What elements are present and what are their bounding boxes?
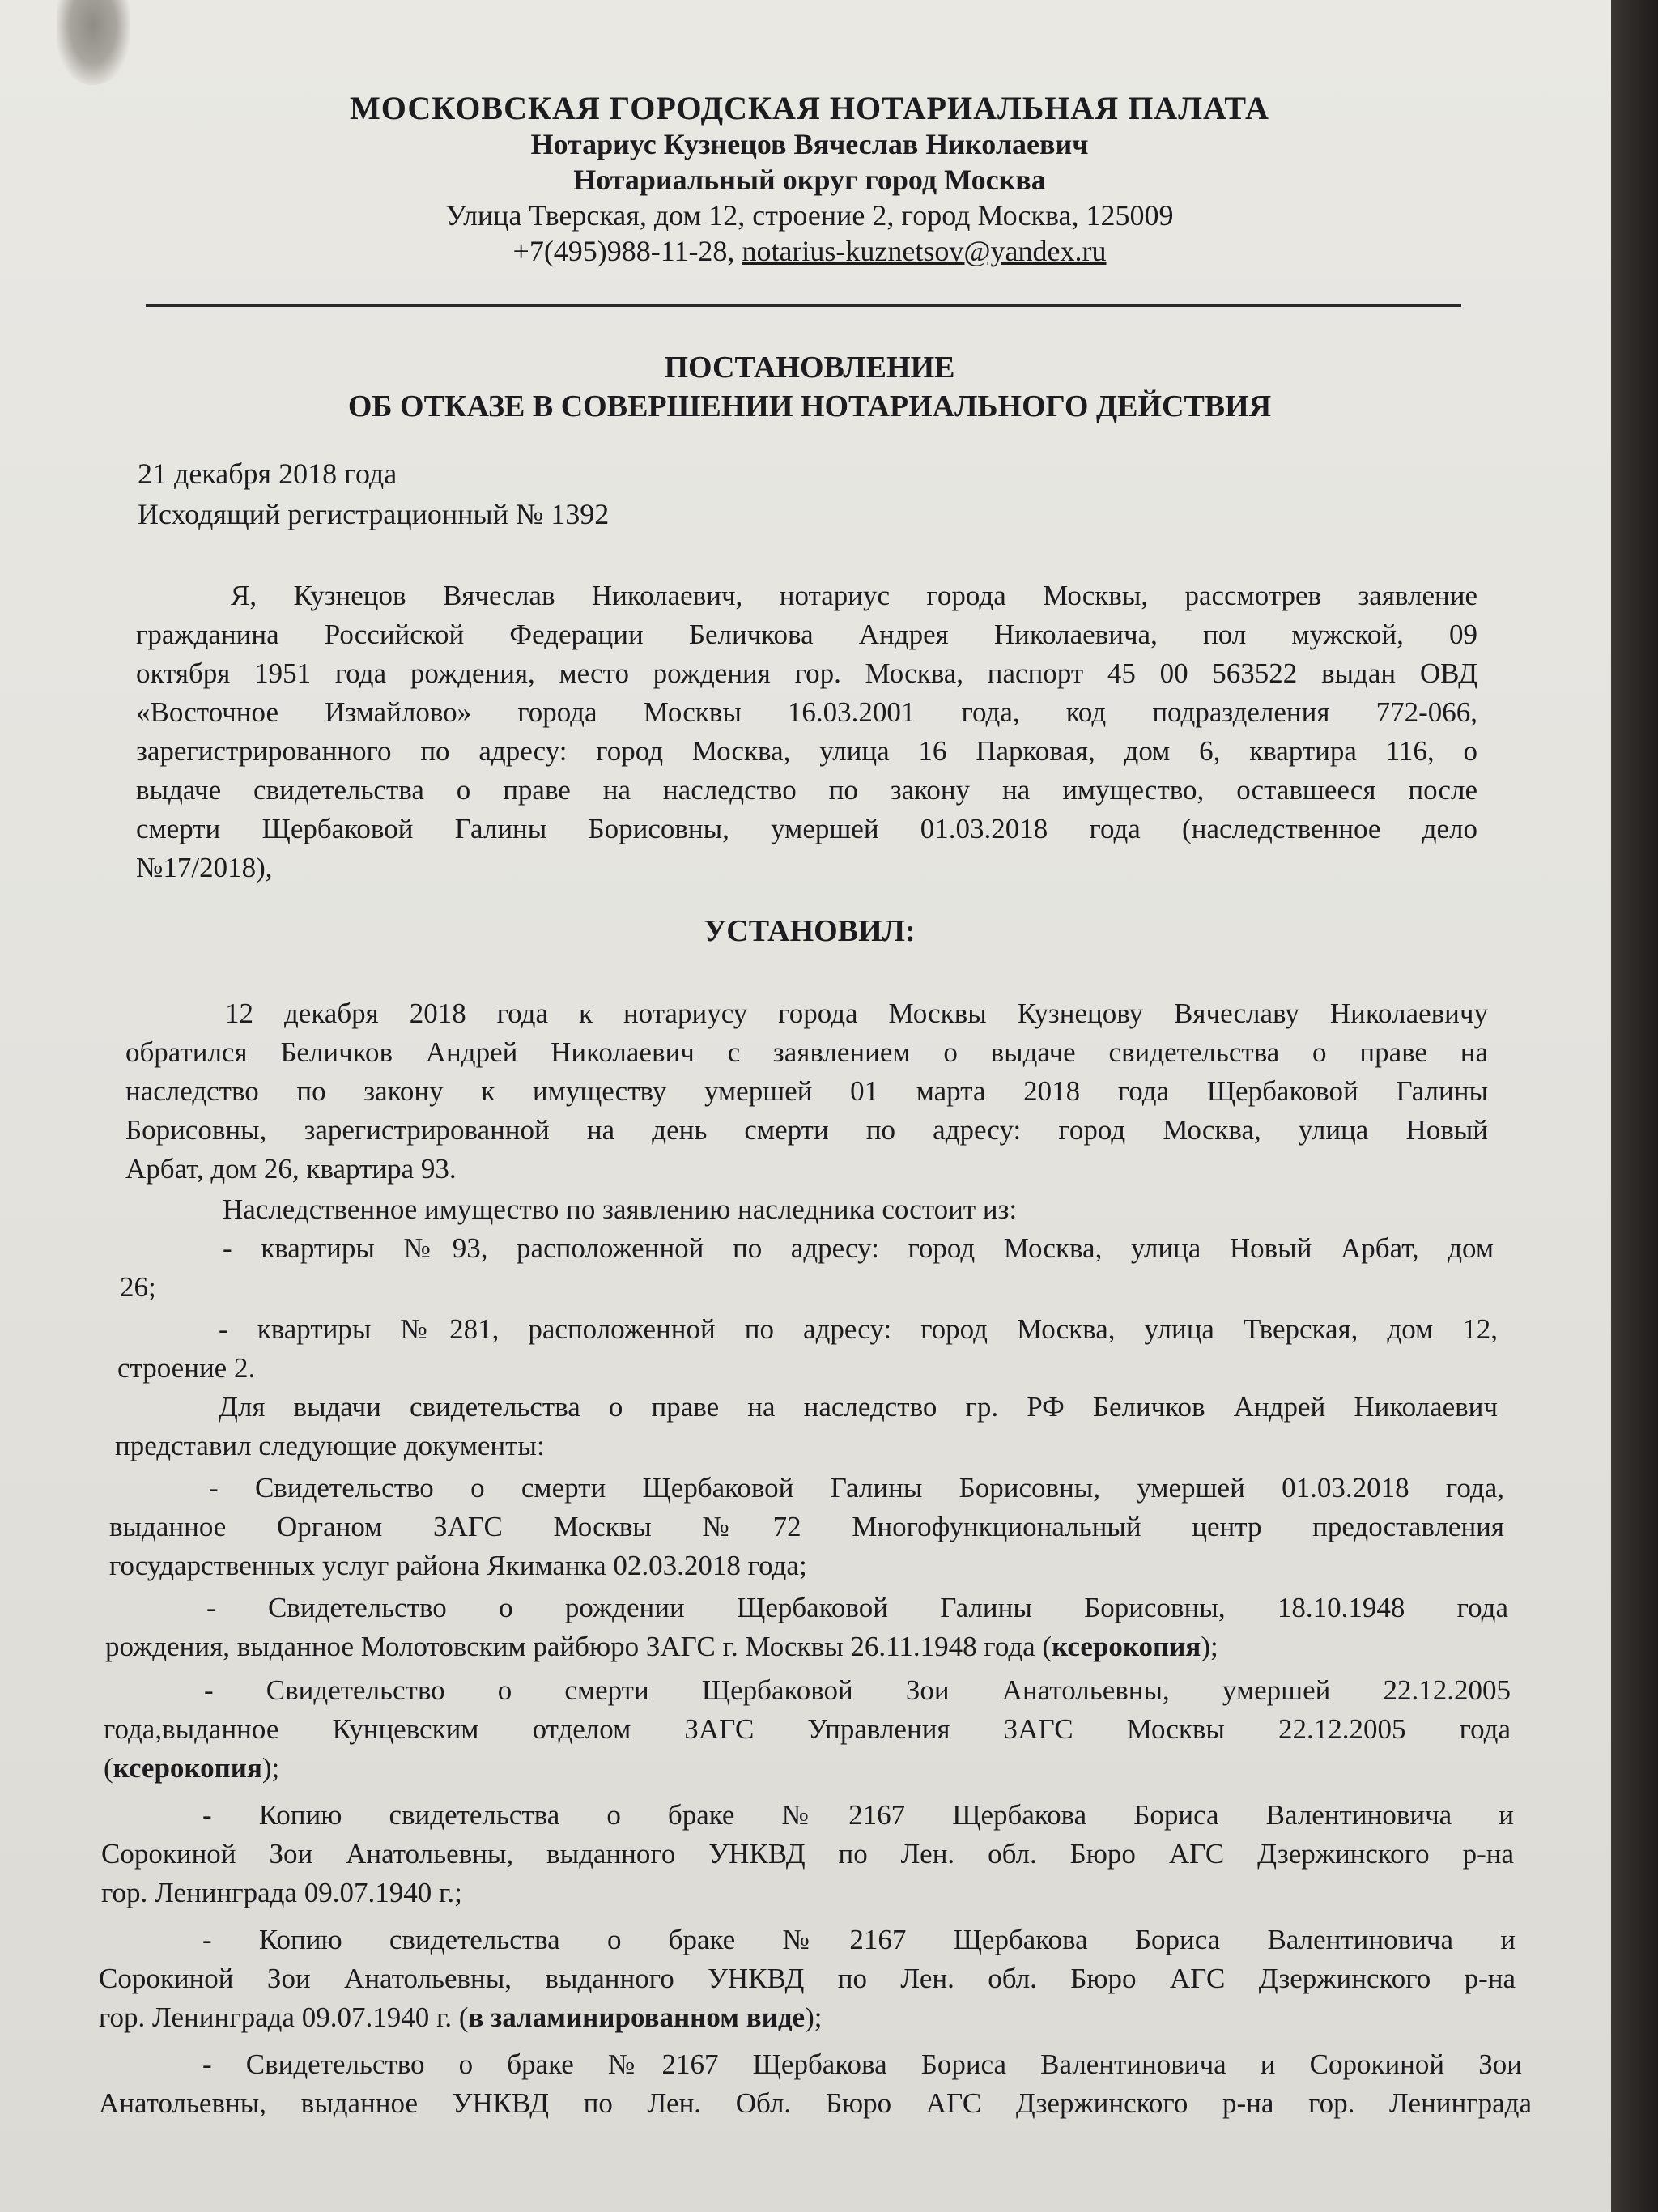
text-line: смерти Щербаковой Галины Борисовны, умершей 01.03.2018 года (наследственное дело xyxy=(136,813,1477,844)
document-meta xyxy=(138,453,609,534)
text-span: ); xyxy=(261,1752,280,1784)
text-line: государственных услуг района Якиманка 02.03.2018 года; xyxy=(109,1550,807,1581)
text-line xyxy=(104,1749,279,1788)
punch-hole xyxy=(57,0,130,85)
notary-address: Улица Тверская, дом 12, строение 2, город Москва, 125009 xyxy=(445,199,1174,232)
text-span: рождения, выданное Молотовским райбюро ЗАГС г. Москвы 26.11.1948 года ( xyxy=(105,1631,1052,1662)
list-item: - Свидетельство о браке №2167 Щербакова Бориса Валентиновича и Сорокиной Зои xyxy=(202,2048,1522,2080)
phone: +7(495)988-11-28, xyxy=(512,235,735,267)
contact-line xyxy=(0,233,1611,269)
text-line: - квартиры №93, расположенной по адресу: город Москва, улица Новый Арбат, дом xyxy=(223,1232,1494,1264)
text-span: ); xyxy=(1201,1631,1218,1662)
text-line: Я, Кузнецов Вячеслав Николаевич, нотариус города Москвы, рассмотрев заявление xyxy=(231,580,1477,611)
text-line: года,выданное Кунцевским отделом ЗАГС Управления ЗАГС Москвы 22.12.2005 года xyxy=(104,1713,1511,1745)
text-line: наследство по закону к имуществу умершей 01 марта 2018 года Щербаковой Галины xyxy=(125,1075,1488,1107)
text-line: октября 1951 года рождения, место рождения гор. Москва, паспорт 45 00 563522 выдан ОВД xyxy=(136,657,1477,689)
photo-background-edge xyxy=(1611,0,1658,2212)
text-line: Для выдачи свидетельства о праве на наследство гр. РФ Беличков Андрей Николаевич xyxy=(219,1391,1498,1423)
title-line-2: ОБ ОТКАЗЕ В СОВЕРШЕНИИ НОТАРИАЛЬНОГО ДЕЙСТВИЯ xyxy=(347,389,1272,423)
list-item: - Свидетельство о рождении Щербаковой Галины Борисовны, 18.10.1948 года xyxy=(206,1592,1508,1623)
list-item: - Копию свидетельства о браке №2167 Щербакова Бориса Валентиновича и xyxy=(202,1924,1516,1955)
text-line: обратился Беличков Андрей Николаевич с заявлением о выдаче свидетельства о праве на xyxy=(125,1036,1488,1068)
document-title xyxy=(0,348,1611,426)
text-line: №17/2018), xyxy=(136,852,273,883)
text-line: Наследственное имущество по заявлению наследника состоит из: xyxy=(223,1193,1018,1225)
text-line: представил следующие документы: xyxy=(115,1430,545,1461)
registration-number: Исходящий регистрационный № 1392 xyxy=(138,498,610,530)
text-line: 12 декабря 2018 года к нотариусу города Москвы Кузнецову Вячеславу Николаевичу xyxy=(225,998,1488,1029)
section-heading: УСТАНОВИЛ: xyxy=(704,914,916,948)
chamber-name: МОСКОВСКАЯ ГОРОДСКАЯ НОТАРИАЛЬНАЯ ПАЛАТА xyxy=(350,90,1269,126)
text-line: Сорокиной Зои Анатольевны, выданного УНКВД по Лен. обл. Бюро АГС Дзержинского р-на xyxy=(99,1963,1516,1994)
text-line: выдаче свидетельства о праве на наследство по закону на имущество, оставшееся после xyxy=(136,774,1477,806)
text-line: - квартиры №281, расположенной по адресу: город Москва, улица Тверская, дом 12, xyxy=(219,1313,1498,1345)
notary-name: Нотариус Кузнецов Вячеслав Николаевич xyxy=(530,128,1089,160)
text-line: Анатольевны, выданное УНКВД по Лен. Обл. Бюро АГС Дзержинского р-на гор. Ленинграда xyxy=(99,2087,1532,2119)
title-line-1: ПОСТАНОВЛЕНИЕ xyxy=(664,351,955,385)
text-line: Борисовны, зарегистрированной на день смерти по адресу: город Москва, улица Новый xyxy=(125,1114,1488,1146)
bold-note: ксерокопия xyxy=(1052,1631,1201,1662)
text-line xyxy=(99,1998,822,2037)
list-item: - Копию свидетельства о браке №2167 Щербакова Бориса Валентиновича и xyxy=(202,1799,1514,1831)
bold-note: в заламинированном виде xyxy=(468,2001,806,2033)
text-line: гражданина Российской Федерации Беличкова Андрея Николаевича, пол мужской, 09 xyxy=(136,619,1477,650)
document-date: 21 декабря 2018 года xyxy=(138,457,397,490)
text-line xyxy=(105,1627,1218,1666)
text-line: 26; xyxy=(120,1271,156,1303)
header-divider xyxy=(146,304,1461,307)
email-link[interactable]: notarius-kuznetsov@yandex.ru xyxy=(742,235,1107,267)
text-line: выданное Органом ЗАГС Москвы №72 Многофункциональный центр предоставления xyxy=(109,1511,1504,1542)
text-line: строение 2. xyxy=(117,1352,256,1384)
letterhead xyxy=(0,91,1611,269)
text-span: гор. Ленинграда 09.07.1940 г. ( xyxy=(99,2001,469,2033)
list-item: - Свидетельство о смерти Щербаковой Галины Борисовны, умершей 01.03.2018 года, xyxy=(209,1472,1504,1504)
text-span: ); xyxy=(805,2001,823,2033)
text-span: ( xyxy=(104,1752,113,1784)
text-line: «Восточное Измайлово» города Москвы 16.03.2001 года, код подразделения 772-066, xyxy=(136,696,1477,728)
text-line: Сорокиной Зои Анатольевны, выданного УНКВД по Лен. обл. Бюро АГС Дзержинского р-на xyxy=(101,1838,1514,1870)
bold-note: ксерокопия xyxy=(113,1752,262,1784)
text-line: Арбат, дом 26, квартира 93. xyxy=(125,1153,457,1185)
text-line: зарегистрированного по адресу: город Москва, улица 16 Парковая, дом 6, квартира 116, о xyxy=(136,735,1477,767)
text-line: гор. Ленинграда 09.07.1940 г.; xyxy=(101,1877,462,1908)
list-item: - Свидетельство о смерти Щербаковой Зои Анатольевны, умершей 22.12.2005 xyxy=(204,1674,1511,1706)
notary-district: Нотариальный округ город Москва xyxy=(573,164,1046,196)
